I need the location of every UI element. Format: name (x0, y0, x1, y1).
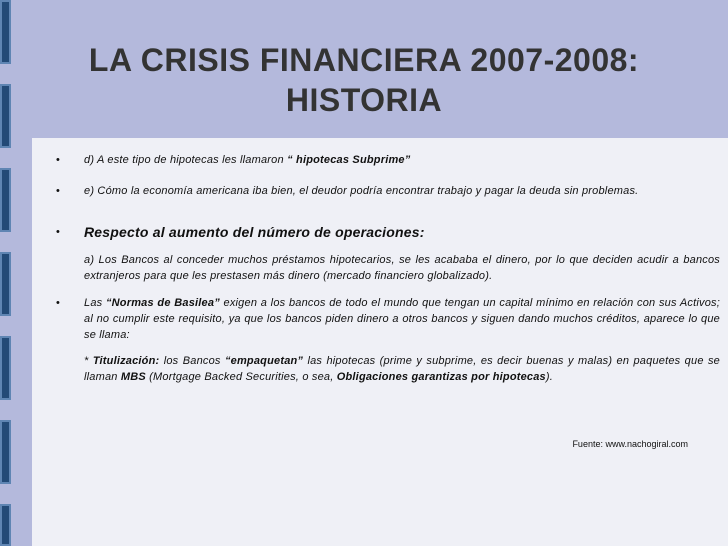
left-bar-5 (0, 336, 11, 400)
item-respecto-heading: Respecto al aumento del número de operaciones: (84, 224, 425, 240)
item-respecto-text: a) Los Bancos al conceder muchos préstamos hipotecarios, se les acababa el dinero, por lo que deciden acudir a bancos extranjeros para que les prestasen más dinero (mercado financiero globalizado). (84, 254, 720, 282)
item-basilea-titulizacion: * Titulización: los Bancos “empaquetan” las hipotecas (prime y subprime, es decir buenas y malas) en paquetes que se llaman MBS (Mortgage Backed Securities, o sea, Obligaciones garantizas por hipotecas). (84, 355, 720, 383)
item-e-text: e) Cómo la economía americana iba bien, el deudor podría encontrar trabajo y pagar la deuda sin problemas. (84, 185, 639, 197)
bullet-icon: • (56, 154, 61, 166)
left-bar-6 (0, 420, 11, 484)
source-credit: Fuente: www.nachogiral.com (572, 439, 688, 449)
item-d-text: d) A este tipo de hipotecas les llamaron (84, 154, 288, 166)
bullet-icon: • (56, 226, 61, 238)
bullet-icon: • (56, 185, 61, 197)
item-basilea-text: Las “Normas de Basilea” exigen a los bancos de todo el mundo que tengan un capital mínimo en relación con sus Activos; al no cumplir este requisito, ya que los bancos piden dinero a otros bancos y siguen dando muchos créditos, aparece lo que se llama: (84, 297, 720, 341)
slide-title (0, 40, 728, 120)
slide-title-line1: LA CRISIS FINANCIERA 2007-2008: (88, 42, 640, 78)
list-item-text (84, 152, 720, 168)
item-d-bold: “ hipotecas Subprime” (287, 154, 411, 166)
slide-title-line2: HISTORIA (285, 82, 443, 118)
left-bar-3 (0, 168, 11, 232)
left-bar-4 (0, 252, 11, 316)
bullet-icon: • (56, 297, 61, 309)
left-bar-7 (0, 504, 11, 546)
slide-content (32, 138, 728, 546)
